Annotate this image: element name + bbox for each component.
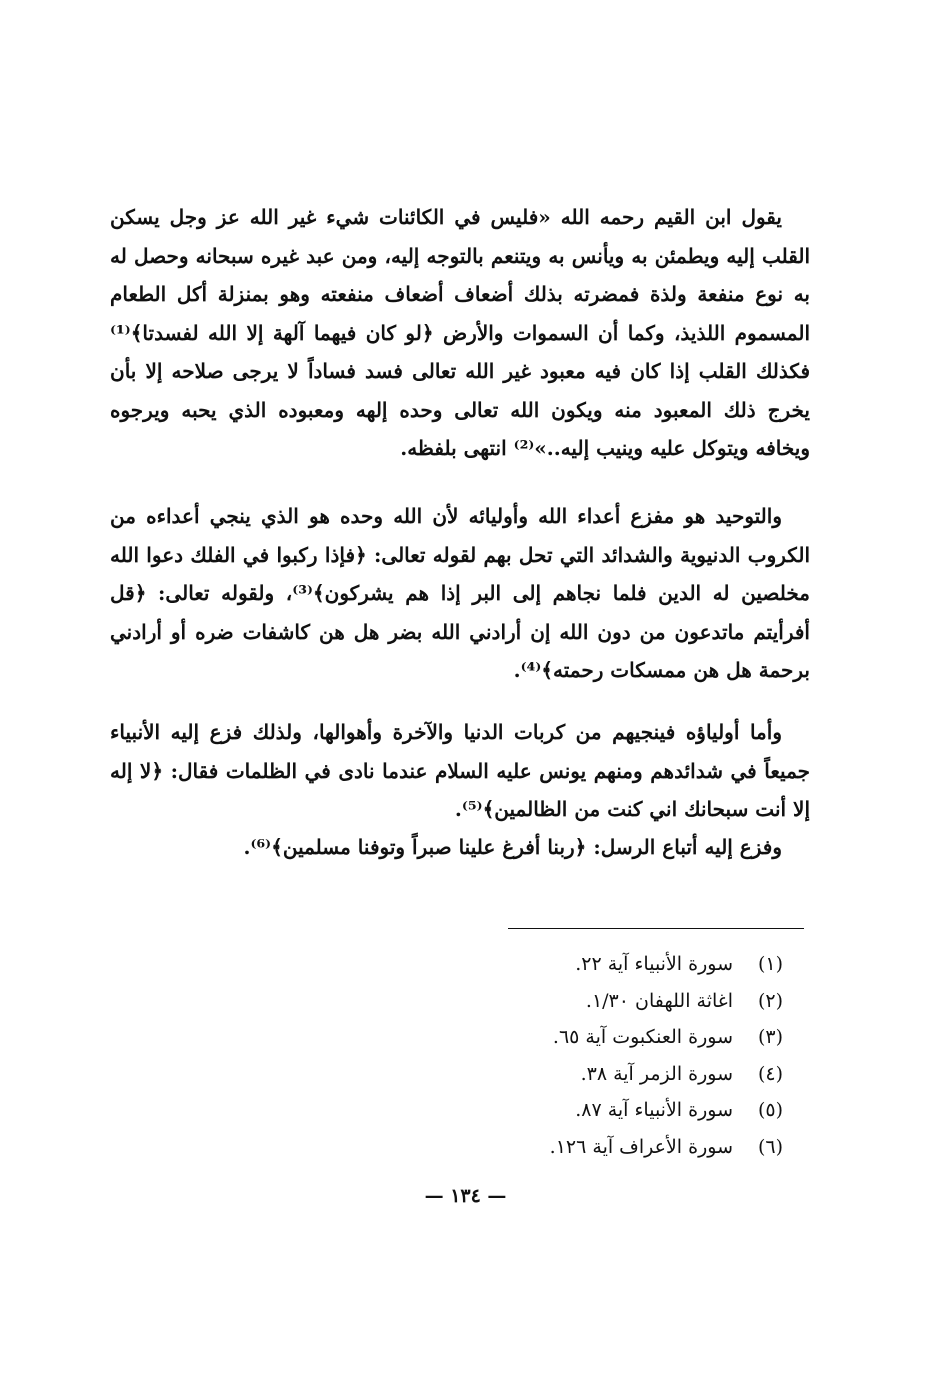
footnote-number: (٦) <box>757 1135 783 1158</box>
footnote-text: سورة الزمر آية ٣٨. <box>580 1062 733 1085</box>
footnote-item <box>463 946 783 983</box>
footnote-text: اغاثة اللهفان ١/٣٠. <box>585 989 733 1012</box>
footnote-number: (١) <box>757 953 783 975</box>
body-paragraph-2: والتوحيد هو مفزع أعداء الله وأوليائه لأن الله وحده هو الذي ينجي أعداءه من الكروب الدنيوية والشدائد التي تحل بهم لقوله تعالى: ﴿فإذا ركبوا في الفلك دعوا الله مخلصين له الدين فلما نجاهم إلى البر إذا هم يشركون﴾⁽³⁾، ولقوله تعالى: ﴿قل أفرأيتم ماتدعون من دون الله إن أرادني الله بضر هل هن كاشفات ضره أو أرادني برحمة هل هن ممسكات رحمته﴾⁽⁴⁾. <box>110 504 810 682</box>
footnote-number: (٤) <box>757 1062 783 1085</box>
footnote-item <box>463 1092 783 1129</box>
footnote-number: (٢) <box>757 989 783 1012</box>
footnote-number: (٥) <box>757 1099 783 1121</box>
footnote-text: سورة العنكبوت آية ٦٥. <box>552 1026 733 1048</box>
body-paragraph-4: وفزع إليه أتباع الرسل: ﴿ربنا أفرغ علينا صبراً وتوفنا مسلمين﴾⁽⁶⁾. <box>243 835 782 859</box>
footnote-item <box>463 1129 783 1166</box>
footnote-item <box>463 983 783 1020</box>
footnote-divider <box>508 928 804 929</box>
footnote-number: (٣) <box>757 1026 783 1048</box>
page-number: — ١٣٤ — <box>424 1185 507 1207</box>
body-paragraph-3: وأما أولياؤه فينجيهم من كربات الدنيا والآخرة وأهوالها، ولذلك فزع إليه الأنبياء جميعاً في شدائدهم ومنهم يونس عليه السلام عندما نادى في الظلمات فقال: ﴿لا إله إلا أنت سبحانك اني كنت من الظالمين﴾⁽⁵⁾. <box>110 720 810 821</box>
footnote-text: سورة الأعراف آية ١٢٦. <box>549 1135 733 1158</box>
body-paragraph-1: يقول ابن القيم رحمه الله «فليس في الكائنات شيء غير الله عز وجل يسكن القلب إليه ويطمئن به ويأنس به ويتنعم بالتوجه إليه، ومن عبد غيره سبحانه وحصل له به نوع منفعة ولذة فمضرته بذلك أضعاف أضعاف منفعته وهو بمنزلة أكل الطعام المسموم اللذيذ، وكما أن السموات والأرض ﴿لو كان فيهما آلهة إلا الله لفسدتا﴾⁽¹⁾ فكذلك القلب إذا كان فيه معبود غير الله تعالى فسد فساداً لا يرجى صلاحه إلا بأن يخرج ذلك المعبود منه ويكون الله تعالى وحده إلهه ومعبوده الذي يحبه ويرجوه ويخافه ويتوكل عليه وينيب إليه..»⁽²⁾ انتهى بلفظه. <box>110 205 810 460</box>
footnote-item <box>463 1056 783 1093</box>
footnote-item <box>463 1019 783 1056</box>
footnote-text: سورة الأنبياء آية ٨٧. <box>575 1099 733 1121</box>
footnotes-list <box>463 946 783 1165</box>
footnote-text: سورة الأنبياء آية ٢٢. <box>575 953 733 975</box>
